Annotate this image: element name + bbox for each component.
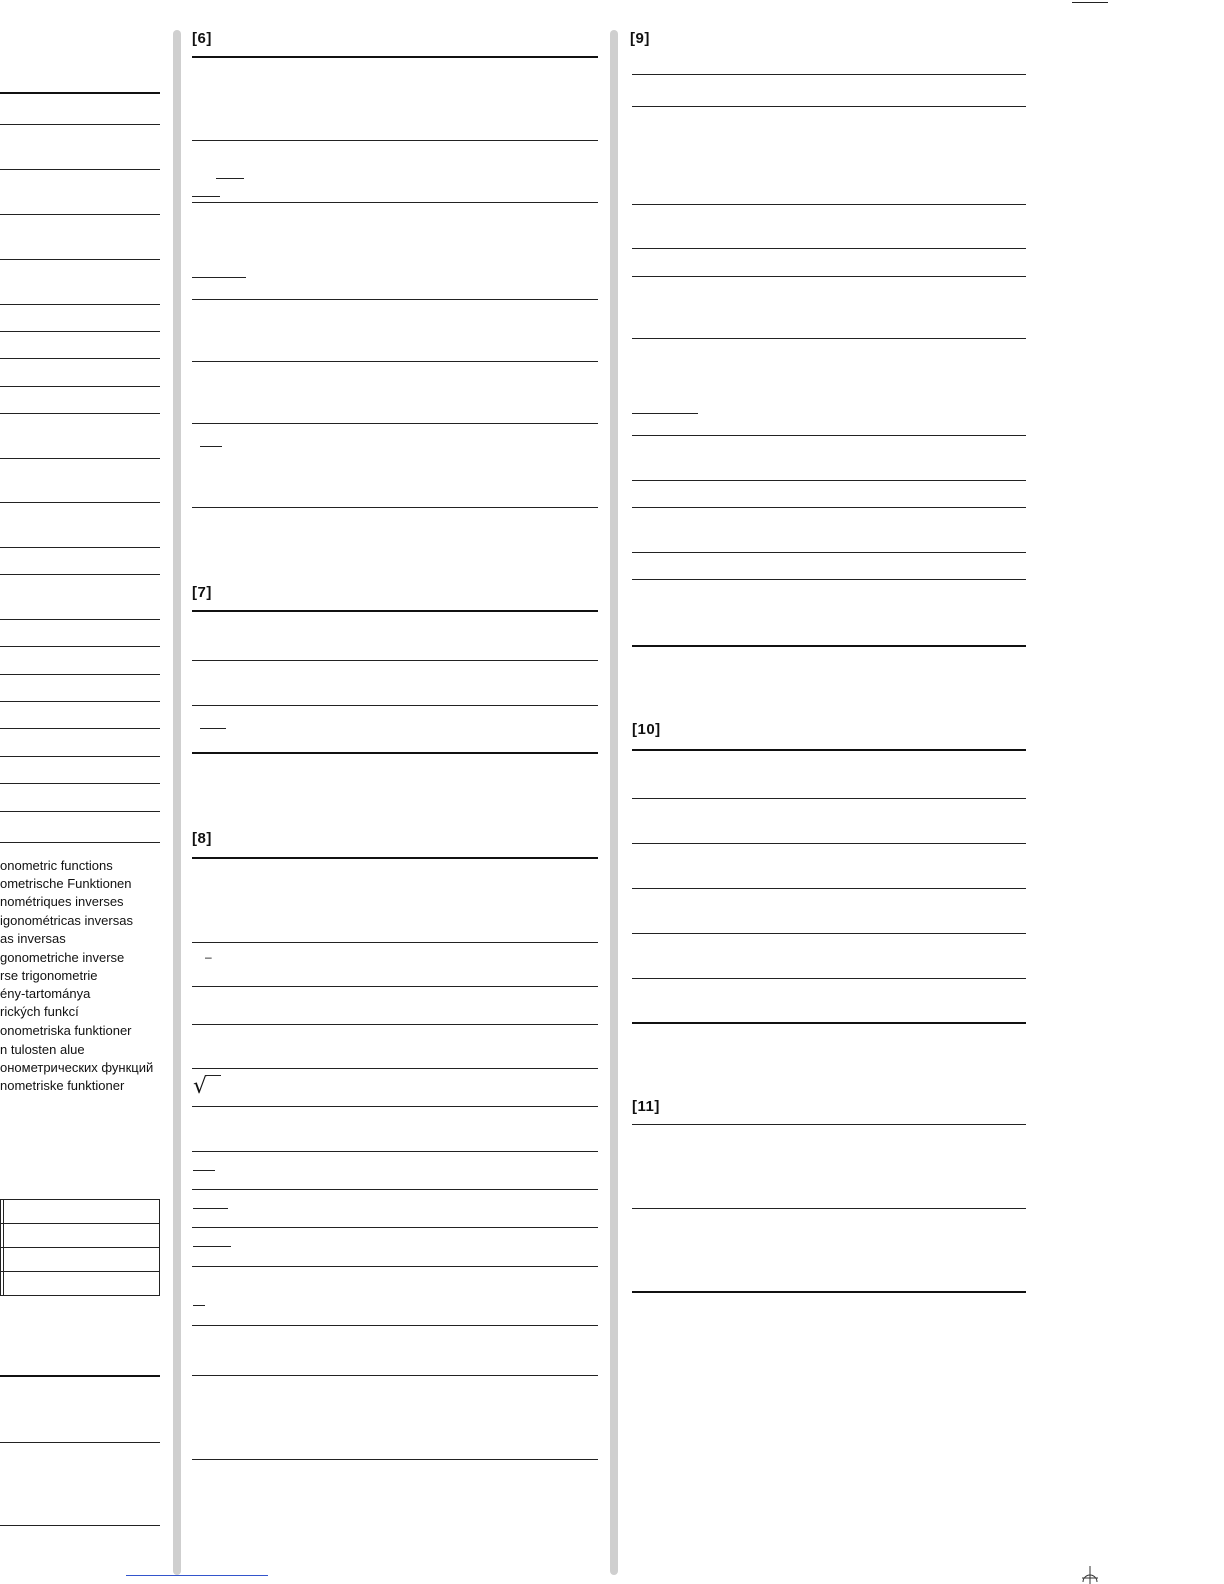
sqrt-symbol: √ — [193, 1074, 208, 1099]
rule — [0, 1375, 160, 1377]
rule — [0, 124, 160, 125]
rule — [192, 1375, 598, 1376]
rule — [192, 1266, 598, 1267]
fraction-bar — [200, 446, 222, 447]
rule — [0, 413, 160, 414]
language-line: онометрических функций — [0, 1060, 154, 1075]
rule — [192, 361, 598, 362]
language-line: ometrische Funktionen — [0, 876, 132, 891]
section-9-title: [9] — [630, 30, 650, 47]
rule — [0, 756, 160, 757]
registration-mark-icon — [1080, 1566, 1100, 1584]
rule — [0, 574, 160, 575]
fraction-bar — [192, 196, 220, 197]
fragment-table — [0, 1199, 160, 1296]
fraction-bar — [193, 1170, 215, 1171]
rule — [0, 1525, 160, 1526]
rule — [632, 552, 1026, 553]
rule — [0, 728, 160, 729]
rule — [632, 1291, 1026, 1293]
rule — [192, 140, 598, 141]
rule — [192, 56, 598, 58]
language-line: igonométricas inversas — [0, 913, 133, 928]
rule — [632, 1208, 1026, 1209]
rule — [0, 259, 160, 260]
rule — [192, 423, 598, 424]
rule — [192, 705, 598, 706]
section-6-title: [6] — [192, 30, 212, 47]
rule — [632, 74, 1026, 75]
minus-sign: – — [205, 950, 212, 964]
rule — [192, 942, 598, 943]
rule — [192, 1106, 598, 1107]
language-line: gonometriche inverse — [0, 950, 125, 965]
fraction-bar — [193, 1208, 228, 1209]
rule — [192, 1024, 598, 1025]
rule — [0, 358, 160, 359]
language-line: rických funkcí — [0, 1004, 79, 1019]
rule — [0, 304, 160, 305]
rule — [0, 502, 160, 503]
rule — [0, 547, 160, 548]
section-10-title: [10] — [632, 721, 661, 738]
rule — [192, 1459, 598, 1460]
rule — [192, 1151, 598, 1152]
rule — [632, 843, 1026, 844]
rule — [632, 106, 1026, 107]
fraction-bar — [193, 1246, 231, 1247]
rule — [0, 783, 160, 784]
language-line: n tulosten alue — [0, 1042, 85, 1057]
rule — [0, 619, 160, 620]
rule — [632, 204, 1026, 205]
rule — [632, 933, 1026, 934]
rule — [632, 507, 1026, 508]
rule — [632, 888, 1026, 889]
rule — [632, 978, 1026, 979]
section-8-title: [8] — [192, 830, 212, 847]
rule — [0, 1442, 160, 1443]
sqrt-bar — [205, 1075, 221, 1076]
rule — [0, 458, 160, 459]
language-line: nometriske funktioner — [0, 1078, 125, 1093]
rule — [0, 169, 160, 170]
rule — [632, 1124, 1026, 1125]
link-underline — [126, 1575, 268, 1576]
fraction-bar — [200, 728, 226, 729]
rule — [192, 857, 598, 859]
rule — [0, 811, 160, 812]
rule — [632, 798, 1026, 799]
rule — [632, 579, 1026, 580]
rule — [632, 248, 1026, 249]
rule — [632, 276, 1026, 277]
rule — [632, 1022, 1026, 1024]
rule — [0, 331, 160, 332]
rule — [0, 674, 160, 675]
rule — [632, 338, 1026, 339]
rule — [192, 1068, 598, 1069]
column-divider — [610, 30, 618, 1575]
rule — [0, 92, 160, 94]
fraction-bar — [193, 1305, 205, 1306]
rule — [192, 1325, 598, 1326]
rule — [632, 435, 1026, 436]
rule — [192, 299, 598, 300]
rule — [632, 480, 1026, 481]
rule — [192, 1189, 598, 1190]
rule — [192, 507, 598, 508]
rule — [192, 986, 598, 987]
rule — [632, 749, 1026, 751]
language-line: as inversas — [0, 931, 66, 946]
rule — [192, 1227, 598, 1228]
rule — [0, 386, 160, 387]
fraction-bar — [216, 178, 244, 179]
rule — [632, 645, 1026, 647]
rule — [192, 202, 598, 203]
language-line: rse trigonometrie — [0, 968, 98, 983]
language-line: nométriques inverses — [0, 894, 124, 909]
corner-mark — [1072, 2, 1108, 3]
language-line: onometriska funktioner — [0, 1023, 132, 1038]
rule — [0, 646, 160, 647]
section-11-title: [11] — [632, 1098, 660, 1115]
rule — [0, 842, 160, 843]
section-7-title: [7] — [192, 584, 212, 601]
rule — [192, 660, 598, 661]
language-line: ény-tartománya — [0, 986, 91, 1001]
fraction-bar — [632, 413, 698, 414]
language-line: onometric functions — [0, 858, 113, 873]
rule — [0, 701, 160, 702]
rule — [192, 610, 598, 612]
column-divider — [173, 30, 181, 1575]
fraction-bar — [192, 277, 246, 278]
rule — [192, 752, 598, 754]
rule — [0, 214, 160, 215]
